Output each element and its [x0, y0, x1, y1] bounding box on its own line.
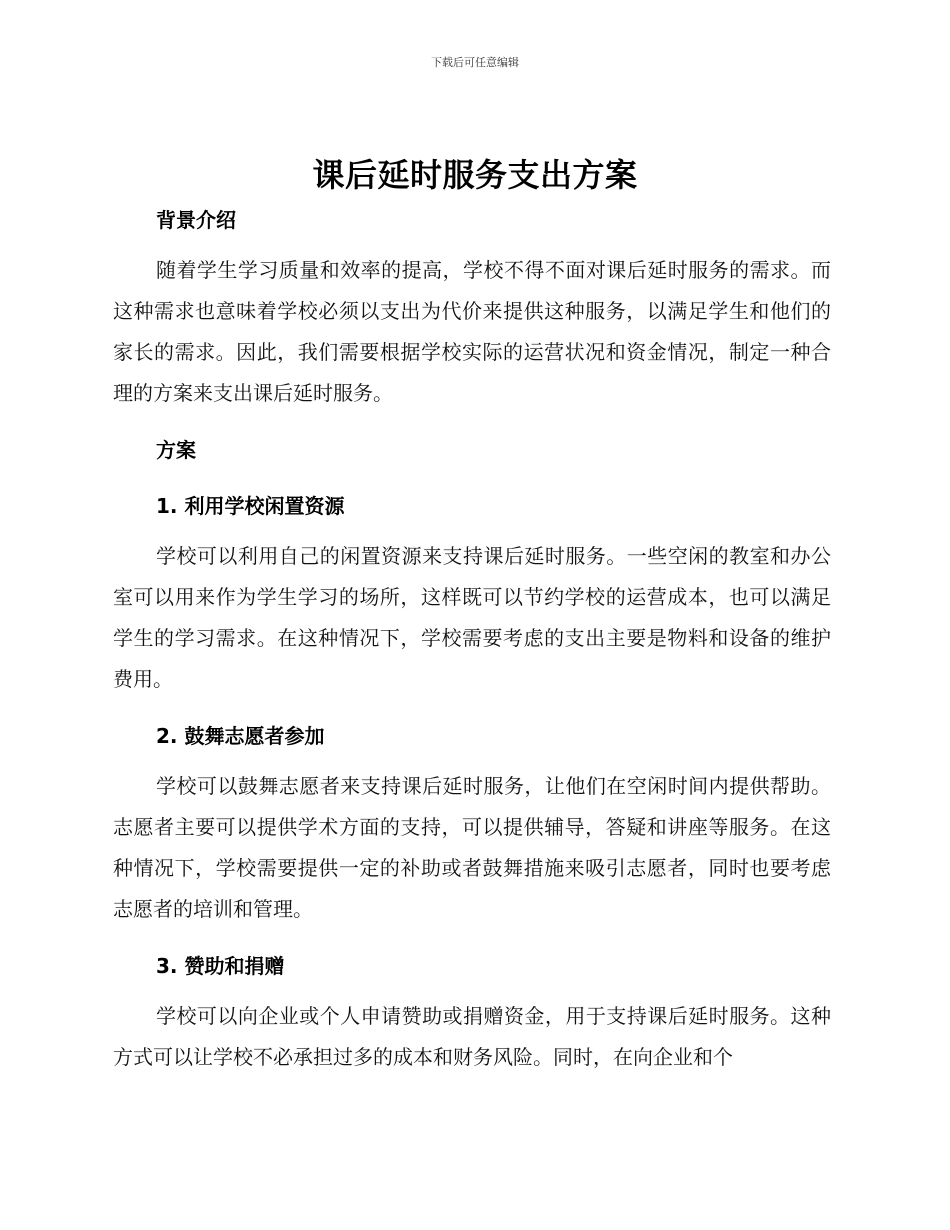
- paragraph-background: 随着学生学习质量和效率的提高，学校不得不面对课后延时服务的需求。而这种需求也意味着学校必须以支出为代价来提供这种服务，以满足学生和他们的家长的需求。因此，我们需要根据学校实际的运营状况和资金情况，制定一种合理的方案来支出课后延时服务。: [113, 258, 831, 405]
- section-heading-plan: 方案: [156, 438, 196, 462]
- paragraph-item3: 学校可以向企业或个人申请赞助或捐赠资金，用于支持课后延时服务。这种方式可以让学校不必承担过多的成本和财务风险。同时，在向企业和个: [113, 1004, 831, 1069]
- section-heading-background: 背景介绍: [156, 208, 236, 232]
- paragraph-item2: 学校可以鼓舞志愿者来支持课后延时服务，让他们在空闲时间内提供帮助。志愿者主要可以提供学术方面的支持，可以提供辅导，答疑和讲座等服务。在这种情况下，学校需要提供一定的补助或者鼓舞措施来吸引志愿者，同时也要考虑志愿者的培训和管理。: [113, 774, 831, 921]
- document-body: [113, 200, 831, 1078]
- section-heading-item3: 3. 赞助和捐赠: [156, 954, 285, 978]
- document-title: 课后延时服务支出方案: [312, 156, 638, 194]
- paragraph-item1: 学校可以利用自己的闲置资源来支持课后延时服务。一些空闲的教室和办公室可以用来作为学生学习的场所，这样既可以节约学校的运营成本，也可以满足学生的学习需求。在这种情况下，学校需要考虑的支出主要是物料和设备的维护费用。: [113, 544, 831, 691]
- header-note: 下载后可任意编辑: [431, 56, 519, 69]
- section-heading-item1: 1. 利用学校闲置资源: [156, 494, 345, 518]
- section-heading-item2: 2. 鼓舞志愿者参加: [156, 724, 325, 748]
